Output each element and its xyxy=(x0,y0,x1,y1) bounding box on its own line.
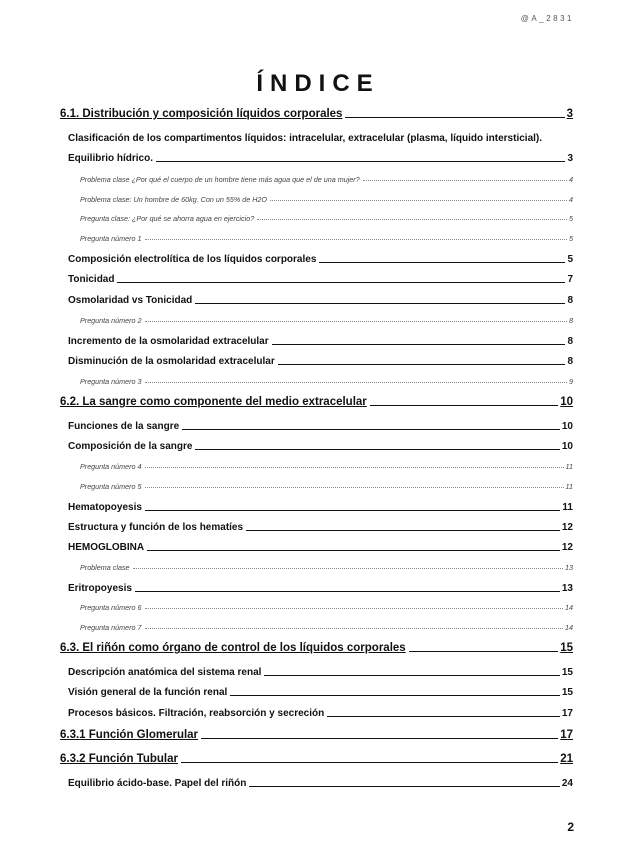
toc-leader xyxy=(147,550,560,551)
toc-leader xyxy=(327,716,560,717)
header-tag: @A_2831 xyxy=(520,14,574,23)
toc-leader xyxy=(182,429,560,430)
toc-entry-title: Pregunta número 7 xyxy=(80,623,142,632)
toc-entry-page: 14 xyxy=(565,603,573,612)
toc-entry-page: 4 xyxy=(569,175,573,184)
toc-leader xyxy=(319,262,565,263)
toc-entry-title: 6.3.1 Función Glomerular xyxy=(60,729,199,741)
toc-leader xyxy=(117,282,565,283)
toc-entry[interactable] xyxy=(68,421,573,432)
toc-entry-page: 15 xyxy=(560,642,573,654)
toc-leader xyxy=(270,200,567,201)
toc-entry[interactable] xyxy=(68,542,573,553)
toc-entry-page: 8 xyxy=(569,316,573,325)
toc-leader xyxy=(181,762,558,763)
page-title: ÍNDICE xyxy=(256,70,380,97)
toc-leader xyxy=(145,608,563,609)
toc-entry-page: 4 xyxy=(569,195,573,204)
toc-entry-title: Composición electrolítica de los líquidos corporales xyxy=(68,254,317,265)
toc-entry-title: Pregunta número 4 xyxy=(80,462,142,471)
toc-entry[interactable] xyxy=(60,642,573,654)
toc-entry-title: Equilibrio ácido-base. Papel del riñón xyxy=(68,778,247,789)
toc-entry-page: 14 xyxy=(565,623,573,632)
toc-leader xyxy=(133,568,563,569)
toc-entry-page: 11 xyxy=(565,482,573,491)
toc-leader xyxy=(145,487,564,488)
toc-entry-page: 10 xyxy=(561,421,573,432)
toc-entry-title: Funciones de la sangre xyxy=(68,421,180,432)
toc-entry-title: Pregunta número 5 xyxy=(80,482,142,491)
toc-entry-title: Pregunta número 2 xyxy=(80,316,142,325)
toc-leader xyxy=(370,405,558,406)
toc-entry-page: 8 xyxy=(567,356,573,367)
toc-entry-title: 6.1. Distribución y composición líquidos corporales xyxy=(60,108,343,120)
toc-entry-title: Clasificación de los compartimentos líquidos: intracelular, extracelular (plasma, líquido intersticial). xyxy=(68,133,543,144)
toc-entry-title: Composición de la sangre xyxy=(68,441,193,452)
toc-entry-page: 5 xyxy=(567,254,573,265)
toc-entry[interactable] xyxy=(68,254,573,265)
toc-leader xyxy=(363,180,567,181)
toc-entry-title: Procesos básicos. Filtración, reabsorción y secreción xyxy=(68,708,325,719)
toc-entry[interactable] xyxy=(68,583,573,594)
toc-entry[interactable] xyxy=(80,563,573,572)
page-number: 2 xyxy=(567,820,574,834)
toc-entry[interactable] xyxy=(68,336,573,347)
toc-entry[interactable] xyxy=(68,667,573,678)
toc-entry-page: 11 xyxy=(562,502,573,513)
toc-entry[interactable] xyxy=(68,295,573,306)
toc-entry[interactable] xyxy=(80,623,573,632)
toc-entry[interactable] xyxy=(60,753,573,765)
toc-entry-page: 5 xyxy=(569,234,573,243)
toc-entry-title: Pregunta número 3 xyxy=(80,377,142,386)
toc-entry-title: Disminución de la osmolaridad extracelular xyxy=(68,356,275,367)
toc-entry-title: Visión general de la función renal xyxy=(68,687,228,698)
toc-entry[interactable] xyxy=(80,175,573,184)
toc-leader xyxy=(272,344,566,345)
toc-entry-title: Problema clase: Un hombre de 60kg. Con un 55% de H2O xyxy=(80,195,267,204)
toc-entry-title: 6.3.2 Función Tubular xyxy=(60,753,178,765)
toc-leader xyxy=(145,382,567,383)
toc-entry-page: 17 xyxy=(560,729,573,741)
toc-entry-page: 12 xyxy=(561,542,573,553)
toc-leader xyxy=(145,239,567,240)
toc-entry[interactable] xyxy=(68,522,573,533)
toc-entry[interactable] xyxy=(68,778,573,789)
toc-entry-page: 7 xyxy=(567,274,573,285)
toc-entry[interactable] xyxy=(68,153,573,164)
toc-entry-page: 24 xyxy=(561,778,573,789)
toc-entry-title: Osmolaridad vs Tonicidad xyxy=(68,295,193,306)
toc-entry-title: Eritropoyesis xyxy=(68,583,132,594)
toc-entry[interactable] xyxy=(68,274,573,285)
toc-leader xyxy=(201,738,558,739)
toc-entry-page: 11 xyxy=(565,462,573,471)
toc-entry-title: Pregunta número 6 xyxy=(80,603,142,612)
toc-entry[interactable] xyxy=(80,214,573,223)
toc-leader xyxy=(249,786,560,787)
toc-leader xyxy=(278,364,566,365)
toc-entry[interactable] xyxy=(68,502,573,513)
toc-leader xyxy=(409,651,559,652)
toc-entry[interactable] xyxy=(80,603,573,612)
toc-leader xyxy=(195,303,565,304)
toc-entry-page: 15 xyxy=(561,667,573,678)
toc-entry-page: 13 xyxy=(561,583,573,594)
toc-entry-page: 10 xyxy=(561,441,573,452)
toc-entry-title: Pregunta número 1 xyxy=(80,234,142,243)
toc-entry[interactable] xyxy=(60,396,573,408)
toc-entry-title: Descripción anatómica del sistema renal xyxy=(68,667,262,678)
toc-entry[interactable] xyxy=(68,133,573,144)
toc-entry-page: 21 xyxy=(560,753,573,765)
toc-leader xyxy=(345,117,564,118)
toc-entry-title: Estructura y función de los hematíes xyxy=(68,522,244,533)
toc-entry-title: Problema clase ¿Por qué el cuerpo de un hombre tiene más agua que el de una mujer? xyxy=(80,175,360,184)
toc-leader xyxy=(246,530,560,531)
toc-entry-title: Incremento de la osmolaridad extracelular xyxy=(68,336,269,347)
toc-entry-page: 5 xyxy=(569,214,573,223)
toc-entry-title: HEMOGLOBINA xyxy=(68,542,145,553)
toc-entry-title: Problema clase xyxy=(80,563,130,572)
toc-entry-title: 6.3. El riñón como órgano de control de los líquidos corporales xyxy=(60,642,406,654)
toc-entry-page: 8 xyxy=(567,295,573,306)
toc-entry-page: 3 xyxy=(567,153,573,164)
toc-entry[interactable] xyxy=(60,108,573,120)
toc-entry-page: 9 xyxy=(569,377,573,386)
toc-entry-title: Equilibrio hídrico. xyxy=(68,153,153,164)
toc-entry[interactable] xyxy=(80,482,573,491)
toc-entry-page: 3 xyxy=(566,108,573,120)
toc-entry[interactable] xyxy=(80,195,573,204)
toc-leader xyxy=(145,321,567,322)
toc-entry-page: 8 xyxy=(567,336,573,347)
toc-entry-page: 10 xyxy=(560,396,573,408)
toc-leader xyxy=(195,449,559,450)
toc-entry[interactable] xyxy=(68,687,573,698)
toc-entry[interactable] xyxy=(80,316,573,325)
toc-entry-title: 6.2. La sangre como componente del medio extracelular xyxy=(60,396,367,408)
toc-entry-title: Hematopoyesis xyxy=(68,502,142,513)
toc-entry-page: 17 xyxy=(561,708,573,719)
toc-leader xyxy=(145,628,563,629)
toc-leader xyxy=(257,219,567,220)
toc-leader xyxy=(156,161,565,162)
toc-entry[interactable] xyxy=(80,234,573,243)
toc-entry[interactable] xyxy=(60,729,573,741)
toc-entry-page: 12 xyxy=(561,522,573,533)
toc-leader xyxy=(145,510,561,511)
toc-entry[interactable] xyxy=(68,708,573,719)
toc-leader xyxy=(145,467,564,468)
toc-entry-title: Pregunta clase: ¿Por qué se ahorra agua en ejercicio? xyxy=(80,214,255,223)
toc-entry[interactable] xyxy=(80,377,573,386)
toc-entry[interactable] xyxy=(68,356,573,367)
toc-leader xyxy=(230,695,560,696)
toc-entry-page: 15 xyxy=(561,687,573,698)
toc-leader xyxy=(135,591,560,592)
toc-entry[interactable] xyxy=(68,441,573,452)
toc-entry[interactable] xyxy=(80,462,573,471)
toc-entry-title: Tonicidad xyxy=(68,274,115,285)
toc-entry-page: 13 xyxy=(565,563,573,572)
toc-leader xyxy=(264,675,559,676)
